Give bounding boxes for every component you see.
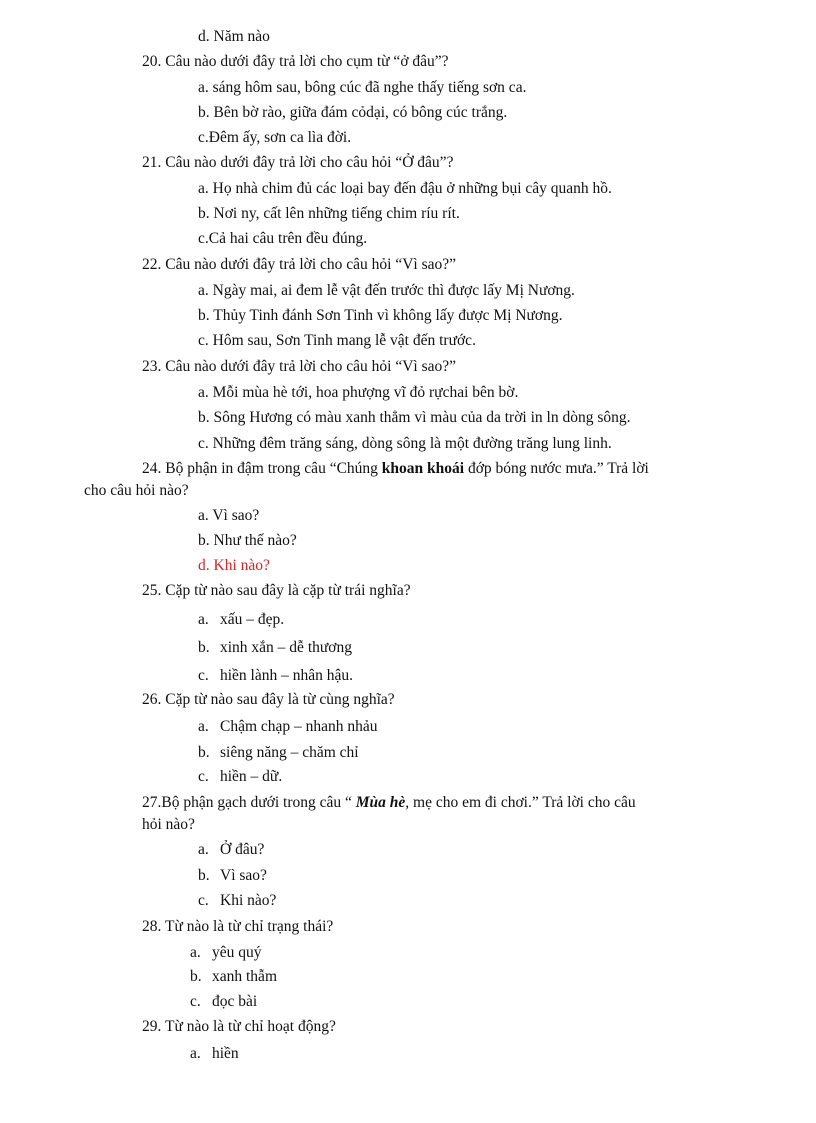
q26-stem: 26. Cặp từ nào sau đây là từ cùng nghĩa? — [142, 691, 395, 708]
q23-option-c: c. Những đêm trăng sáng, dòng sông là một đường trăng lung linh. — [198, 435, 612, 452]
q27-stem-pre: 27.Bộ phận gạch dưới trong câu “ — [142, 794, 356, 811]
q29-option-a-text: hiền — [212, 1045, 239, 1062]
q21-stem: 21. Câu nào dưới đây trả lời cho câu hỏi “Ở đâu”? — [142, 154, 454, 171]
q27-option-a-marker: a. — [198, 841, 209, 858]
q24-stem-continuation: cho câu hỏi nào? — [84, 482, 189, 499]
q23-stem: 23. Câu nào dưới đây trả lời cho câu hỏi “Vì sao?” — [142, 358, 457, 375]
q24-stem-pre: 24. Bộ phận in đậm trong câu “Chúng — [142, 460, 382, 477]
q27-option-c — [198, 891, 276, 911]
q24-option-d-answer: d. Khi nào? — [198, 557, 270, 574]
q27-option-a — [198, 840, 264, 860]
q27-stem-bold: Mùa hè — [355, 794, 406, 811]
q29-stem: 29. Từ nào là từ chỉ hoạt động? — [142, 1018, 336, 1035]
q22-option-b: b. Thủy Tinh đánh Sơn Tinh vì không lấy được Mị Nương. — [198, 307, 563, 324]
q28-option-c — [190, 992, 257, 1012]
q25-option-c-text: hiền lành – nhân hậu. — [220, 667, 354, 684]
q26-option-b — [198, 743, 359, 763]
q27-option-a-text: Ở đâu? — [220, 841, 265, 858]
q27-stem — [142, 793, 636, 813]
q26-option-b-text: siêng năng – chăm chỉ — [220, 744, 359, 761]
q26-option-c-text: hiền – dữ. — [220, 768, 283, 785]
q24-stem-post: đớp bóng nước mưa.” Trả lời — [464, 460, 649, 477]
q27-option-c-text: Khi nào? — [220, 892, 277, 909]
q26-option-c-marker: c. — [198, 768, 209, 785]
q24-option-a: a. Vì sao? — [198, 507, 260, 524]
q29-option-a-marker: a. — [190, 1045, 201, 1062]
q29-option-a — [190, 1044, 239, 1064]
q28-option-c-marker: c. — [190, 993, 201, 1010]
q28-option-b-marker: b. — [190, 968, 202, 985]
q27-stem-post: , mẹ cho em đi chơi.” Trả lời cho câu — [405, 794, 636, 811]
q28-option-b-text: xanh thẫm — [212, 968, 277, 985]
q20-option-b: b. Bên bờ rào, giữa đám cỏdại, có bông cúc trắng. — [198, 104, 508, 121]
q25-option-c-marker: c. — [198, 667, 209, 684]
q28-stem: 28. Từ nào là từ chỉ trạng thái? — [142, 918, 334, 935]
q28-option-b — [190, 967, 277, 987]
q27-option-b-text: Vì sao? — [220, 867, 267, 884]
q28-option-a — [190, 943, 262, 963]
q22-option-c: c. Hôm sau, Sơn Tinh mang lễ vật đến trước. — [198, 332, 476, 349]
q22-stem: 22. Câu nào dưới đây trả lời cho câu hỏi “Vì sao?” — [142, 256, 457, 273]
q21-option-a: a. Họ nhà chim đủ các loại bay đến đậu ở những bụi cây quanh hồ. — [198, 180, 612, 197]
q25-option-b-text: xinh xắn – dễ thương — [220, 639, 352, 656]
q24-stem — [142, 459, 649, 479]
q25-option-a-marker: a. — [198, 611, 209, 628]
q24-stem-bold: khoan khoái — [381, 460, 465, 477]
q26-option-b-marker: b. — [198, 744, 210, 761]
q24-option-b: b. Như thế nào? — [198, 532, 297, 549]
q23-option-a: a. Mỗi mùa hè tới, hoa phượng vĩ đỏ rựchai bên bờ. — [198, 384, 519, 401]
q26-option-a-marker: a. — [198, 718, 209, 735]
q23-option-b: b. Sông Hương có màu xanh thẳm vì màu của da trời in ln dòng sông. — [198, 409, 631, 426]
q25-option-c — [198, 666, 353, 686]
q28-option-c-text: đọc bài — [212, 993, 258, 1010]
q28-option-a-marker: a. — [190, 944, 201, 961]
q26-option-a — [198, 717, 378, 737]
q25-option-b — [198, 638, 352, 658]
q27-option-c-marker: c. — [198, 892, 209, 909]
q25-option-b-marker: b. — [198, 639, 210, 656]
q22-option-a: a. Ngày mai, ai đem lễ vật đến trước thì được lấy Mị Nương. — [198, 282, 575, 299]
q27-option-b — [198, 866, 267, 886]
q26-option-a-text: Chậm chạp – nhanh nhảu — [220, 718, 378, 735]
q20-option-c: c.Đêm ấy, sơn ca lìa đời. — [198, 129, 352, 146]
q28-option-a-text: yêu quý — [212, 944, 262, 961]
q25-option-a-text: xấu – đẹp. — [220, 611, 285, 628]
q20-option-a: a. sáng hôm sau, bông cúc đã nghe thấy tiếng sơn ca. — [198, 79, 527, 96]
q21-option-c: c.Cả hai câu trên đều đúng. — [198, 230, 368, 247]
q27-option-b-marker: b. — [198, 867, 210, 884]
q21-option-b: b. Nơi ny, cất lên những tiếng chim ríu rít. — [198, 205, 460, 222]
q25-option-a — [198, 610, 284, 630]
q26-option-c — [198, 767, 282, 787]
q20-stem: 20. Câu nào dưới đây trả lời cho cụm từ “ở đâu”? — [142, 53, 449, 70]
q25-stem: 25. Cặp từ nào sau đây là cặp từ trái nghĩa? — [142, 582, 411, 599]
q19-option-d: d. Năm nào — [198, 28, 270, 45]
q27-stem-continuation: hỏi nào? — [142, 816, 195, 833]
